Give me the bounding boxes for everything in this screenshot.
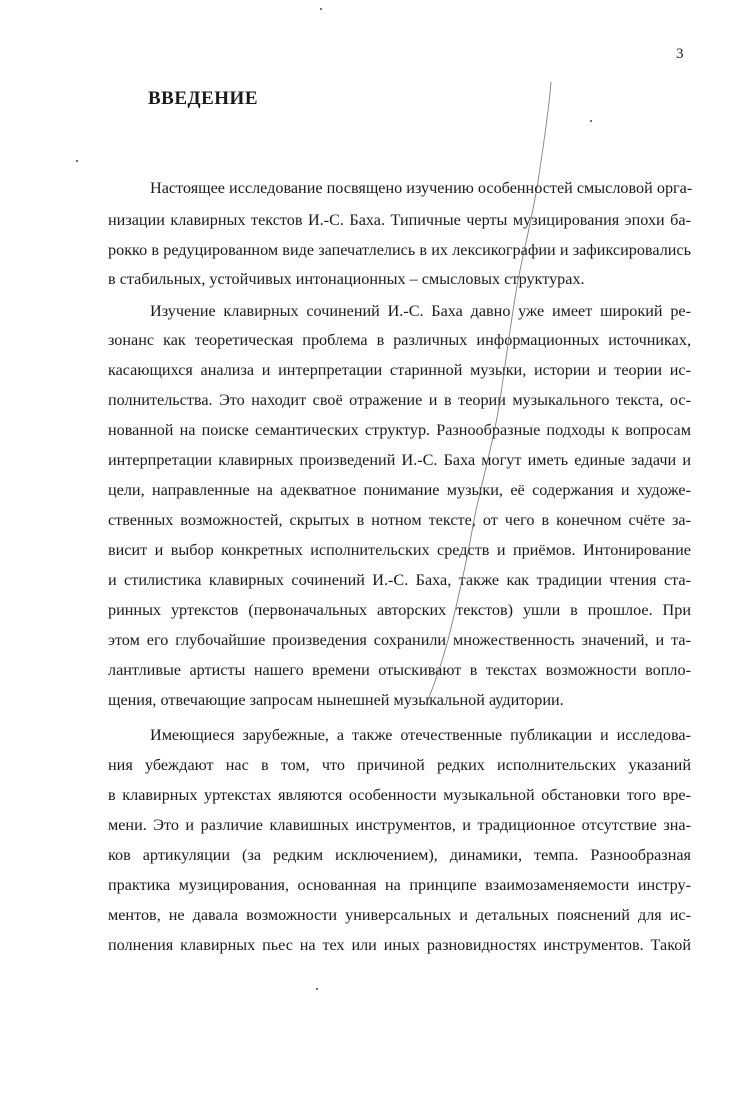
text-line: нованной на поиске семантических структур. Разнообразные подходы к вопросам — [108, 421, 691, 439]
text-line: ринных уртекстов (первоначальных авторских текстов) ушли в прошлое. При — [108, 601, 691, 619]
text-line: рокко в редуцированном виде запечатлелись в их лексикографии и зафиксировались — [108, 241, 691, 259]
text-line: ков артикуляции (за редким исключением), динамики, темпа. Разнообразная — [108, 846, 691, 864]
text-line: ментов, не давала возможности универсальных и детальных пояснений для ис- — [108, 906, 691, 924]
text-line: ния убеждают нас в том, что причиной редких исполнительских указаний — [108, 756, 691, 774]
text-line: Изучение клавирных сочинений И.-С. Баха давно уже имеет широкий ре- — [150, 302, 691, 320]
text-line: и стилистика клавирных сочинений И.-С. Баха, также как традиции чтения ста- — [108, 571, 691, 589]
text-line: лантливые артисты нашего времени отыскивают в текстах возможности вопло- — [108, 661, 691, 679]
text-line: касающихся анализа и интерпретации старинной музыки, истории и теории ис- — [108, 361, 691, 379]
text-line: цели, направленные на адекватное понимание музыки, её содержания и художе- — [108, 481, 691, 499]
text-line: полнения клавирных пьес на тех или иных разновидностях инструментов. Такой — [108, 936, 691, 954]
text-line: Имеющиеся зарубежные, а также отечественные публикации и исследова- — [150, 726, 691, 744]
text-line: полнительства. Это находит своё отражение и в теории музыкального текста, ос- — [108, 391, 691, 409]
text-line: в стабильных, устойчивых интонационных – смысловых структурах. — [108, 270, 585, 288]
text-line: интерпретации клавирных произведений И.-С. Баха могут иметь единые задачи и — [108, 451, 691, 469]
text-line: в клавирных уртекстах являются особенности музыкальной обстановки того вре- — [108, 786, 691, 804]
section-heading: ВВЕДЕНИЕ — [148, 88, 258, 109]
text-line: этом его глубочайшие произведения сохранили множественность значений, и та- — [108, 631, 691, 649]
text-line: висит и выбор конкретных исполнительских средств и приёмов. Интонирование — [108, 541, 691, 559]
text-line: щения, отвечающие запросам нынешней музыкальной аудитории. — [108, 691, 564, 709]
text-line: зонанс как теоретическая проблема в различных информационных источниках, — [108, 331, 691, 349]
text-line: Настоящее исследование посвящено изучению особенностей смысловой орга- — [150, 179, 693, 197]
text-line: практика музицирования, основанная на принципе взаимозаменяемости инстру- — [108, 876, 691, 894]
page-number: 3 — [676, 46, 684, 62]
text-line: низации клавирных текстов И.-С. Баха. Типичные черты музицирования эпохи ба- — [108, 211, 691, 229]
text-line: мени. Это и различие клавишных инструментов, и традиционное отсутствие зна- — [108, 816, 691, 834]
text-line: ственных возможностей, скрытых в нотном тексте, от чего в конечном счёте за- — [108, 511, 691, 529]
